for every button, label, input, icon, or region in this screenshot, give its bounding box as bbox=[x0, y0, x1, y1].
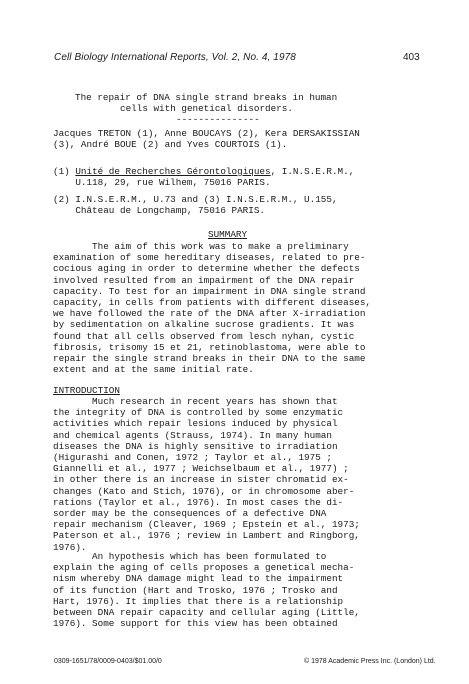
footer-code: 0309-1651/78/0009-0403/$01.00/0 bbox=[54, 658, 162, 665]
introduction-heading: INTRODUCTION bbox=[53, 385, 120, 396]
introduction-p1-line: 1976). bbox=[53, 541, 87, 553]
introduction-p2-line: between DNA repair capacity and cellular aging (Little, bbox=[53, 607, 360, 619]
introduction-p1-line: (Higurashi and Conen, 1972 ; Taylor et al., 1975 ; bbox=[53, 452, 332, 464]
title-line-1: The repair of DNA single strand breaks in human bbox=[75, 92, 338, 103]
summary-line: we have followed the rate of the DNA after X-irradiation bbox=[53, 308, 366, 320]
introduction-p1-line: Paterson et al., 1976 ; review in Lambert and Ringborg, bbox=[53, 530, 360, 542]
title-rule: --------------- bbox=[176, 114, 260, 126]
summary-line: extent and at the same initial rate. bbox=[53, 364, 254, 376]
affiliation-2-line-1: (2) I.N.S.E.R.M., U.73 and (3) I.N.S.E.R.M., U.155, bbox=[53, 194, 338, 205]
introduction-p2-line: nism whereby DNA damage might lead to the impairment bbox=[53, 573, 344, 585]
footer-copyright: © 1978 Academic Press Inc. (London) Ltd. bbox=[304, 658, 436, 665]
journal-header: Cell Biology International Reports, Vol. 2, No. 4, 1978 bbox=[54, 52, 296, 63]
introduction-p1-line: the integrity of DNA is controlled by some enzymatic bbox=[53, 407, 344, 419]
introduction-p2-line: 1976). Some support for this view has been obtained bbox=[53, 618, 338, 630]
summary-line: examination of some hereditary diseases, related to pre- bbox=[53, 252, 366, 264]
summary-line: repair the single strand breaks in their DNA to the same bbox=[53, 353, 366, 365]
summary-line: cocious aging in order to determine whether the defects bbox=[53, 263, 360, 275]
affiliation-2-line-2: Château de Longchamp, 75016 PARIS. bbox=[53, 205, 266, 217]
summary-body bbox=[53, 241, 371, 375]
introduction-p1-line: sorder may be the consequences of a defective DNA bbox=[53, 508, 327, 520]
introduction-p1-line: Giannelli et al., 1977 ; Weichselbaum et al., 1977) ; bbox=[53, 463, 349, 475]
authors-line-1: Jacques TRETON (1), Anne BOUCAYS (2), Kera DERSAKISSIAN bbox=[53, 128, 360, 139]
page-number: 403 bbox=[403, 52, 420, 63]
introduction-p1-line: repair mechanism (Cleaver, 1969 ; Epstein et al., 1973; bbox=[53, 519, 360, 531]
summary-line: The aim of this work was to make a preliminary bbox=[53, 241, 349, 252]
affiliation-1-unit: Unité de Recherches Gérontologiques bbox=[75, 166, 271, 177]
affiliation-2 bbox=[53, 194, 338, 216]
introduction-p1-line: activities which repair lesions induced by physical bbox=[53, 418, 338, 430]
summary-line: found that all cells observed from lesch nyhan, cystic bbox=[53, 330, 355, 342]
summary-line: by sedimentation on alkaline sucrose gradients. It was bbox=[53, 319, 355, 331]
introduction-p1-line: rations (Taylor et al., 1976). In most cases the di- bbox=[53, 496, 344, 508]
introduction-p1-line: Much research in recent years has shown that bbox=[53, 396, 338, 407]
introduction-p1-line: diseases the DNA is highly sensitive to irradiation bbox=[53, 440, 338, 452]
introduction-p2-line: Hart, 1976). It implies that there is a relationship bbox=[53, 595, 344, 607]
authors-line-2: (3), André BOUE (2) and Yves COURTOIS (1). bbox=[53, 139, 288, 151]
introduction-paragraph-1 bbox=[53, 396, 360, 553]
title-line-2: cells with genetical disorders. bbox=[120, 103, 293, 115]
introduction-p1-line: in other there is an increase in sister chromatid ex- bbox=[53, 474, 349, 486]
introduction-p2-line: of its function (Hart and Trosko, 1976 ; Trosko and bbox=[53, 584, 338, 596]
affiliation-1 bbox=[53, 166, 354, 188]
introduction-p1-line: and chemical agents (Strauss, 1974). In many human bbox=[53, 429, 332, 441]
affiliation-1-line-2: U.118, 29, rue Wilhem, 75016 PARIS. bbox=[53, 177, 271, 189]
introduction-p2-line: explain the aging of cells proposes a genetical mecha- bbox=[53, 562, 355, 574]
summary-line: fibrosis, trisomy 15 et 21, retinoblastoma, were able to bbox=[53, 341, 366, 353]
introduction-p2-line: An hypothesis which has been formulated to bbox=[53, 551, 327, 562]
summary-line: capacity, in cells from patients with different diseases, bbox=[53, 297, 372, 309]
affiliation-1-rest: , I.N.S.E.R.M., bbox=[270, 166, 355, 177]
summary-heading: SUMMARY bbox=[208, 229, 248, 240]
author-list bbox=[53, 128, 360, 150]
summary-line: capacity. To test for an impairment in DNA single strand bbox=[53, 285, 366, 297]
affiliation-1-number: (1) bbox=[53, 166, 76, 177]
introduction-p1-line: changes (Kato and Stich, 1976), or in chromosome aber- bbox=[53, 485, 355, 497]
introduction-paragraph-2 bbox=[53, 551, 360, 629]
summary-line: involved resulted from an impairment of the DNA repair bbox=[53, 274, 355, 286]
paper-title bbox=[75, 92, 337, 126]
